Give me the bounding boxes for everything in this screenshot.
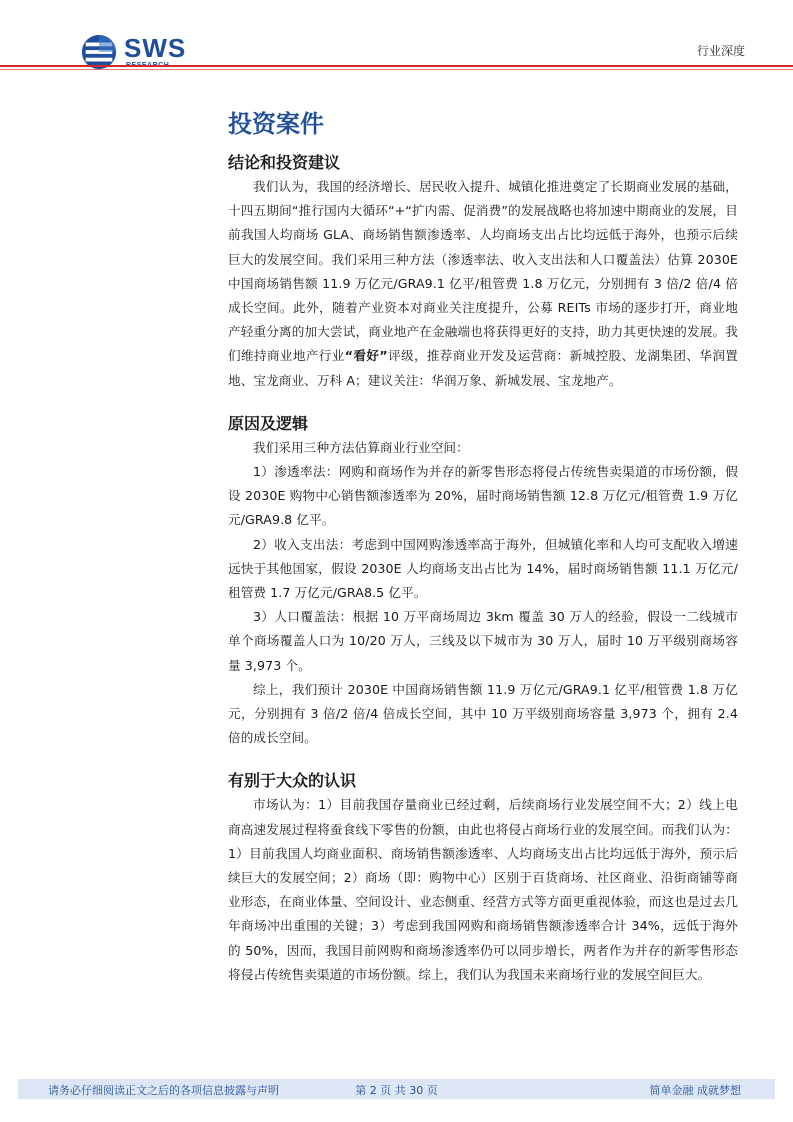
main-content bbox=[228, 107, 738, 987]
section-paragraph: 我们采用三种方法估算商业行业空间： bbox=[253, 439, 469, 455]
rating-emphasis: “看好” bbox=[344, 348, 388, 364]
section-paragraph: 1）渗透率法：网购和商场作为并存的新零售形态将侵占传统售卖渠道的市场份额，假设 2030E 购物中心销售额渗透率为 20%，届时商场销售额 12.8 万亿元/租管费 1.9 万亿元/GRA9.8 亿平。 bbox=[228, 464, 738, 528]
section-paragraph: 综上，我们预计 2030E 中国商场销售额 11.9 万亿元/GRA9.1 亿平/租管费 1.8 万亿元，分别拥有 3 倍/2 倍/4 倍成长空间，其中 10 万平级别商场容量 3,973 个，拥有 2.4 倍的成长空间。 bbox=[228, 681, 738, 746]
paragraph-text: 我们认为，我国的经济增长、居民收入提升、城镇化推进奠定了长期商业发展的基础，十四五期间“推行国内大循环“+“扩内需、促消费”的发展战略也将加速中期商业的发展，目前我国人均商场 GLA、商场销售额渗透率、人均商场支出占比均远低于海外，也预示后续巨大的发展空间。我们采用三种方法（渗透率法、收入支出法和人口覆盖法）估算 2030E 中国商场销售额 11.9 万亿元/GRA9.1 亿平/租管费 1.8 万亿元，分别拥有 3 倍/2 倍/4 倍成长空间。此外，随着产业资本对商业关注度提升，公募 REITs 市场的逐步打开，商业地产轻重分离的加大尝试，商业地产在金融端也将获得更好的支持，助力其更快速的发展。我们维持商业地产行业 bbox=[228, 179, 738, 364]
report-type-label: 行业深度 bbox=[696, 44, 745, 58]
footer-slogan: 简单金融 成就梦想 bbox=[649, 1084, 741, 1097]
header-rule-thin bbox=[0, 69, 793, 70]
section-paragraph: 市场认为：1）目前我国存量商业已经过剩，后续商场行业发展空间不大；2）线上电商高速发展过程将蚕食线下零售的份额，由此也将侵占商场行业的发展空间。而我们认为：1）目前我国人均商业面积、商场销售额渗透率、人均商场支出占比均远低于海外，预示后续巨大的发展空间；2）商场（即：购物中心）区别于百货商场、社区商业、沿街商铺等商业形态，在商业体量、空间设计、业态侧重、经营方式等方面更重视体验，而这也是过去几年商场冲出重围的关键；3）考虑到我国网购和商场销售额渗透率合计 34%，远低于海外的 50%，因而，我国目前网购和商场渗透率仍可以同步增长，两者作为并存的新零售形态将侵占传统售卖渠道的市场份额。综上，我们认为我国未来商场行业的发展空间巨大。 bbox=[228, 797, 738, 982]
section-paragraph: 3）人口覆盖法：根据 10 万平商场周边 3km 覆盖 30 万人的经验，假设一二线城市单个商场覆盖人口为 10/20 万人，三线及以下城市为 30 万人，届时 10 万平级别商场容量 3,973 个。 bbox=[228, 609, 738, 673]
header-rule bbox=[0, 65, 793, 67]
paragraph-text-tail: 评级，推荐商业开发及运营商：新城控股、龙湖集团、华润置地、宝龙商业、万科 A；建议关注：华润万象、新城发展、宝龙地产。 bbox=[228, 348, 738, 388]
section-paragraph bbox=[228, 175, 738, 393]
logo-wordmark: SWS bbox=[124, 33, 187, 63]
page-indicator: 第 2 页 共 30 页 bbox=[355, 1084, 438, 1097]
section-title: 结论和投资建议 bbox=[228, 153, 341, 172]
section-title: 有别于大众的认识 bbox=[228, 771, 357, 791]
section-paragraph: 2）收入支出法：考虑到中国网购渗透率高于海外，但城镇化率和人均可支配收入增速远快于其他国家，假设 2030E 人均商场支出占比为 14%，届时商场销售额 11.1 万亿元/租管费 1.7 万亿元/GRA8.5 亿平。 bbox=[228, 536, 738, 601]
section-title: 原因及逻辑 bbox=[228, 413, 309, 433]
page-title: 投资案件 bbox=[228, 110, 324, 138]
footer-disclaimer: 请务必仔细阅读正文之后的各项信息披露与声明 bbox=[48, 1084, 279, 1097]
